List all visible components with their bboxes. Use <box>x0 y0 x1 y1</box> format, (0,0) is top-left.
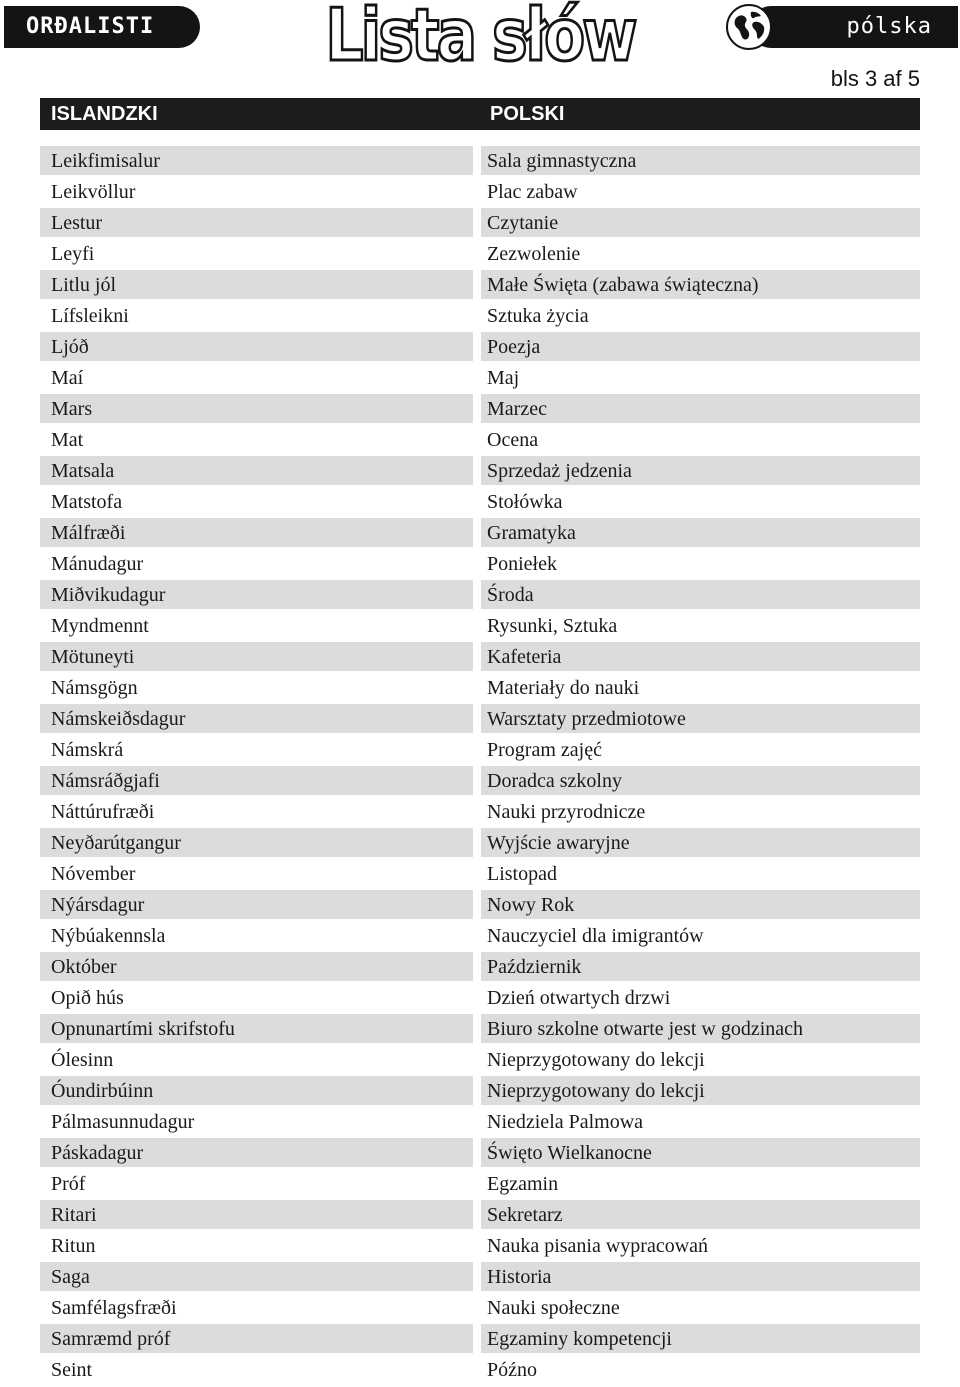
row-background <box>40 1231 473 1260</box>
column-header-bar <box>40 98 920 130</box>
icelandic-word: Samræmd próf <box>51 1328 171 1350</box>
icelandic-word: Október <box>51 956 117 978</box>
icelandic-word: Málfræði <box>51 522 126 544</box>
row-background <box>481 1355 920 1384</box>
table-row <box>40 424 920 455</box>
globe-icon <box>726 4 772 50</box>
table-row <box>40 486 920 517</box>
polish-word: Listopad <box>487 863 557 885</box>
page-number: bls 3 af 5 <box>830 66 920 91</box>
icelandic-word: Mánudagur <box>51 553 144 575</box>
table-row <box>40 672 920 703</box>
icelandic-word: Opið hús <box>51 987 124 1009</box>
table-row <box>40 1168 920 1199</box>
icelandic-word: Náttúrufræði <box>51 801 155 823</box>
icelandic-word: Nýbúakennsla <box>51 925 166 947</box>
row-background <box>40 1262 473 1291</box>
icelandic-word: Námsgögn <box>51 677 138 699</box>
polish-word: Nauka pisania wypracowań <box>487 1235 709 1257</box>
row-background <box>481 363 920 392</box>
polish-word: Gramatyka <box>487 522 576 544</box>
polish-word: Maj <box>487 367 520 389</box>
row-background <box>40 363 473 392</box>
icelandic-word: Matsala <box>51 460 115 482</box>
icelandic-word: Ljóð <box>51 336 89 358</box>
table-row <box>40 920 920 951</box>
table-row <box>40 765 920 796</box>
polish-word: Październik <box>487 956 582 978</box>
polish-word: Sekretarz <box>487 1204 563 1226</box>
table-row <box>40 207 920 238</box>
row-background <box>40 1355 473 1384</box>
polish-word: Kafeteria <box>487 646 562 668</box>
polish-word: Rysunki, Sztuka <box>487 615 618 637</box>
polish-word: Program zajęć <box>487 739 602 761</box>
polish-word: Sztuka życia <box>487 305 589 327</box>
row-background <box>481 332 920 361</box>
table-row <box>40 982 920 1013</box>
icelandic-word: Ritun <box>51 1235 96 1257</box>
table-row <box>40 951 920 982</box>
table-row <box>40 362 920 393</box>
icelandic-word: Ritari <box>51 1204 97 1226</box>
polish-word: Małe Święta (zabawa świąteczna) <box>487 274 759 296</box>
icelandic-word: Matstofa <box>51 491 123 513</box>
table-row <box>40 858 920 889</box>
table-row <box>40 1230 920 1261</box>
polish-word: Historia <box>487 1266 552 1288</box>
icelandic-word: Mat <box>51 429 84 451</box>
polish-word: Plac zabaw <box>487 181 578 203</box>
polish-word: Nowy Rok <box>487 894 575 916</box>
row-background <box>481 580 920 609</box>
table-row <box>40 1106 920 1137</box>
icelandic-word: Seint <box>51 1359 93 1381</box>
row-background <box>40 208 473 237</box>
icelandic-word: Leikfimisalur <box>51 150 160 172</box>
icelandic-word: Opnunartími skrifstofu <box>51 1018 235 1040</box>
polish-word: Nieprzygotowany do lekcji <box>487 1049 705 1071</box>
icelandic-word: Miðvikudagur <box>51 584 166 606</box>
icelandic-word: Leyfi <box>51 243 95 265</box>
table-row <box>40 145 920 176</box>
table-row <box>40 393 920 424</box>
icelandic-word: Neyðarútgangur <box>51 832 181 854</box>
polish-word: Nauczyciel dla imigrantów <box>487 925 704 947</box>
page-title: Lista słów <box>325 0 635 78</box>
language-tag: pólska <box>750 6 958 48</box>
polish-word: Poniełek <box>487 553 557 575</box>
icelandic-word: Maí <box>51 367 84 389</box>
polish-word: Sprzedaż jedzenia <box>487 460 632 482</box>
table-row <box>40 548 920 579</box>
icelandic-word: Leikvöllur <box>51 181 136 203</box>
icelandic-word: Myndmennt <box>51 615 149 637</box>
table-row <box>40 1323 920 1354</box>
icelandic-word: Samfélagsfræði <box>51 1297 177 1319</box>
table-row <box>40 238 920 269</box>
polish-word: Materiały do nauki <box>487 677 640 699</box>
row-background <box>40 425 473 454</box>
polish-word: Warsztaty przedmiotowe <box>487 708 686 730</box>
table-row <box>40 269 920 300</box>
page-header <box>0 0 960 78</box>
icelandic-word: Ólesinn <box>51 1049 114 1071</box>
polish-word: Marzec <box>487 398 547 420</box>
table-row <box>40 1261 920 1292</box>
polish-word: Zezwolenie <box>487 243 581 265</box>
polish-word: Środa <box>487 584 534 606</box>
table-row <box>40 734 920 765</box>
icelandic-word: Páskadagur <box>51 1142 144 1164</box>
polish-word: Święto Wielkanocne <box>487 1142 652 1164</box>
table-row <box>40 1199 920 1230</box>
table-row <box>40 1013 920 1044</box>
polish-word: Doradca szkolny <box>487 770 622 792</box>
polish-word: Poezja <box>487 336 541 358</box>
word-list <box>40 145 920 1385</box>
icelandic-word: Nýársdagur <box>51 894 145 916</box>
table-row <box>40 517 920 548</box>
icelandic-word: Saga <box>51 1266 90 1288</box>
table-row <box>40 1354 920 1385</box>
icelandic-word: Nóvember <box>51 863 136 885</box>
polish-word: Dzień otwartych drzwi <box>487 987 671 1009</box>
polish-word: Biuro szkolne otwarte jest w godzinach <box>487 1018 804 1040</box>
table-row <box>40 827 920 858</box>
icelandic-word: Námskrá <box>51 739 124 761</box>
table-row <box>40 1075 920 1106</box>
table-row <box>40 579 920 610</box>
polish-word: Czytanie <box>487 212 559 234</box>
table-row <box>40 331 920 362</box>
polish-word: Niedziela Palmowa <box>487 1111 644 1133</box>
column-header-icelandic: ISLANDZKI <box>51 103 158 125</box>
polish-word: Egzaminy kompetencji <box>487 1328 672 1350</box>
row-background <box>40 1200 473 1229</box>
icelandic-word: Lífsleikni <box>51 305 129 327</box>
polish-word: Egzamin <box>487 1173 559 1195</box>
row-background <box>40 394 473 423</box>
table-row <box>40 610 920 641</box>
icelandic-word: Litlu jól <box>51 274 116 296</box>
polish-word: Stołówka <box>487 491 563 513</box>
table-row <box>40 1044 920 1075</box>
polish-word: Nauki społeczne <box>487 1297 620 1319</box>
row-background <box>40 239 473 268</box>
icelandic-word: Mars <box>51 398 93 420</box>
table-row <box>40 1137 920 1168</box>
polish-word: Wyjście awaryjne <box>487 832 630 854</box>
icelandic-word: Lestur <box>51 212 103 234</box>
table-row <box>40 176 920 207</box>
icelandic-word: Pálmasunnudagur <box>51 1111 195 1133</box>
table-row <box>40 703 920 734</box>
table-row <box>40 300 920 331</box>
polish-word: Ocena <box>487 429 539 451</box>
table-row <box>40 796 920 827</box>
polish-word: Nauki przyrodnicze <box>487 801 646 823</box>
icelandic-word: Óundirbúinn <box>51 1080 154 1102</box>
icelandic-word: Próf <box>51 1173 86 1195</box>
table-row <box>40 889 920 920</box>
column-header-polish: POLSKI <box>490 103 565 125</box>
polish-word: Nieprzygotowany do lekcji <box>487 1080 705 1102</box>
table-row <box>40 1292 920 1323</box>
icelandic-word: Námsráðgjafi <box>51 770 160 792</box>
icelandic-word: Námskeiðsdagur <box>51 708 186 730</box>
table-row <box>40 641 920 672</box>
row-background <box>40 1169 473 1198</box>
row-background <box>40 332 473 361</box>
polish-word: Późno <box>487 1359 537 1381</box>
polish-word: Sala gimnastyczna <box>487 150 637 172</box>
icelandic-word: Mötuneyti <box>51 646 135 668</box>
section-tag: ORÐALISTI <box>4 6 200 48</box>
row-background <box>481 425 920 454</box>
table-row <box>40 455 920 486</box>
